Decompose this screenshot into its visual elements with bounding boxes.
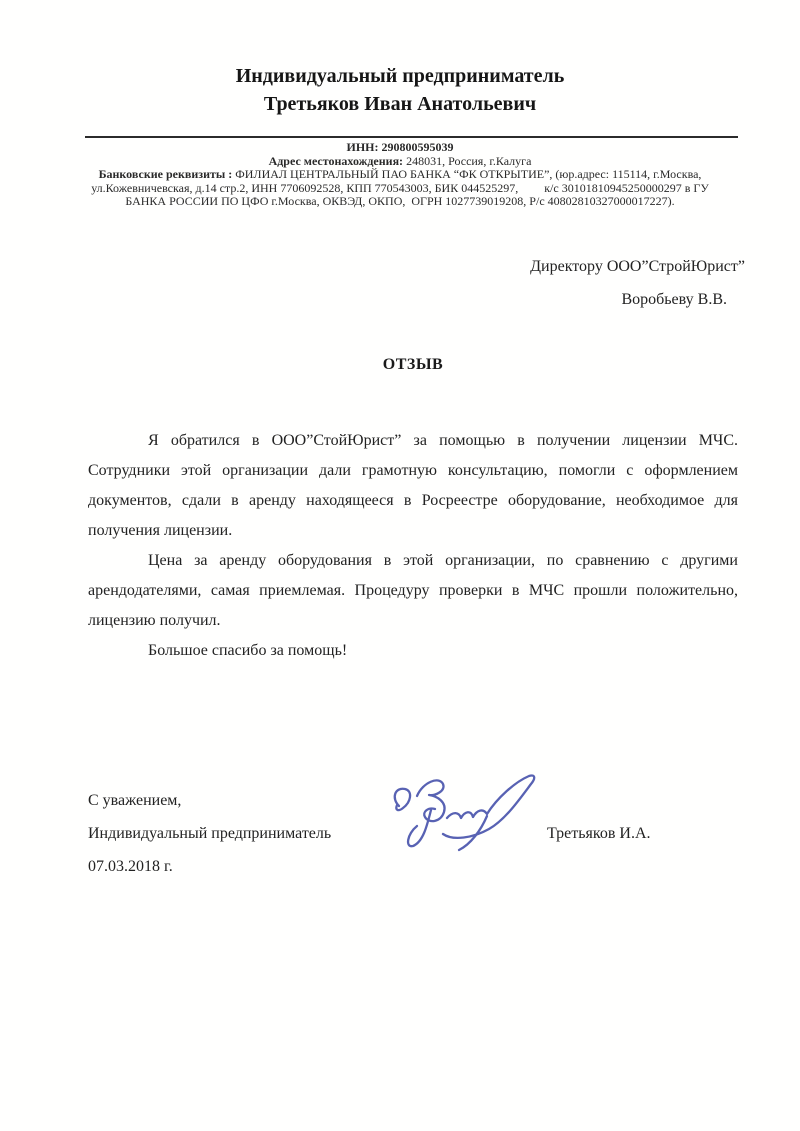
body-line: Я обратился в ООО”СтойЮрист” за помощью в получении лицензии МЧС. bbox=[148, 432, 738, 449]
entrepreneur-type-heading: Индивидуальный предприниматель bbox=[235, 65, 565, 87]
addressee-block bbox=[530, 250, 745, 316]
letter-body bbox=[88, 426, 738, 666]
bank-corr-account-value: к/с 30101810945250000297 в ГУ bbox=[544, 180, 709, 195]
body-line: Цена за аренду оборудования в этой организации, по сравнению с другими bbox=[148, 552, 738, 569]
signer-name-text: Третьяков И.А. bbox=[547, 825, 651, 842]
bank-line-3 bbox=[60, 195, 740, 209]
bank-ogrn-account-value: БАНКА РОССИИ ПО ЦФО г.Москва, ОКВЭД, ОКПО, ОГРН 1027739019208, Р/с 40802810327000017227). bbox=[125, 194, 675, 208]
bank-name-value: ФИЛИАЛ ЦЕНТРАЛЬНЫЙ ПАО БАНКА “ФК ОТКРЫТИЕ”, (юр.адрес: 115114, г.Москва, bbox=[235, 167, 702, 181]
addressee-company-line: Директору ООО”СтройЮрист” bbox=[530, 258, 745, 275]
document-title: ОТЗЫВ bbox=[382, 356, 444, 373]
body-line: Большое спасибо за помощь! bbox=[148, 642, 348, 659]
regards-text: С уважением, bbox=[88, 792, 182, 809]
body-line: арендодателями, самая приемлемая. Процедуру проверки в МЧС прошли положительно, bbox=[88, 582, 738, 599]
entrepreneur-name-heading: Третьяков Иван Анатольевич bbox=[263, 93, 537, 115]
bank-label: Банковские реквизиты : bbox=[98, 167, 233, 181]
body-line: получения лицензии. bbox=[88, 522, 233, 539]
address-line bbox=[60, 155, 740, 169]
closing-date-row bbox=[88, 850, 738, 883]
address-label: Адрес местонахождения: bbox=[268, 153, 404, 168]
body-line: Сотрудники этой организации дали грамотную консультацию, помогли с оформлением bbox=[88, 462, 738, 479]
bank-line-2 bbox=[60, 182, 740, 196]
body-line: документов, сдали в аренду находящееся в Росреестре оборудование, необходимое для bbox=[88, 492, 738, 509]
bank-line-1 bbox=[60, 168, 740, 182]
body-line: лицензию получил. bbox=[88, 612, 221, 629]
signer-role-text: Индивидуальный предприниматель bbox=[88, 825, 332, 842]
letterhead-divider-line bbox=[85, 136, 738, 138]
letterhead bbox=[0, 62, 800, 118]
addressee-person-line: Воробьеву В.В. bbox=[621, 291, 727, 308]
requisites-block bbox=[60, 141, 740, 209]
inn-value: ИНН: 290800595039 bbox=[346, 140, 454, 154]
date-text: 07.03.2018 г. bbox=[88, 858, 173, 875]
bank-address-value: ул.Кожевничевская, д.14 стр.2, ИНН 7706092528, КПП 770543003, БИК 044525297, bbox=[91, 180, 519, 195]
address-value: 248031, Россия, г.Калуга bbox=[406, 153, 532, 168]
inn-line bbox=[60, 141, 740, 155]
handwritten-signature-icon bbox=[383, 766, 553, 854]
